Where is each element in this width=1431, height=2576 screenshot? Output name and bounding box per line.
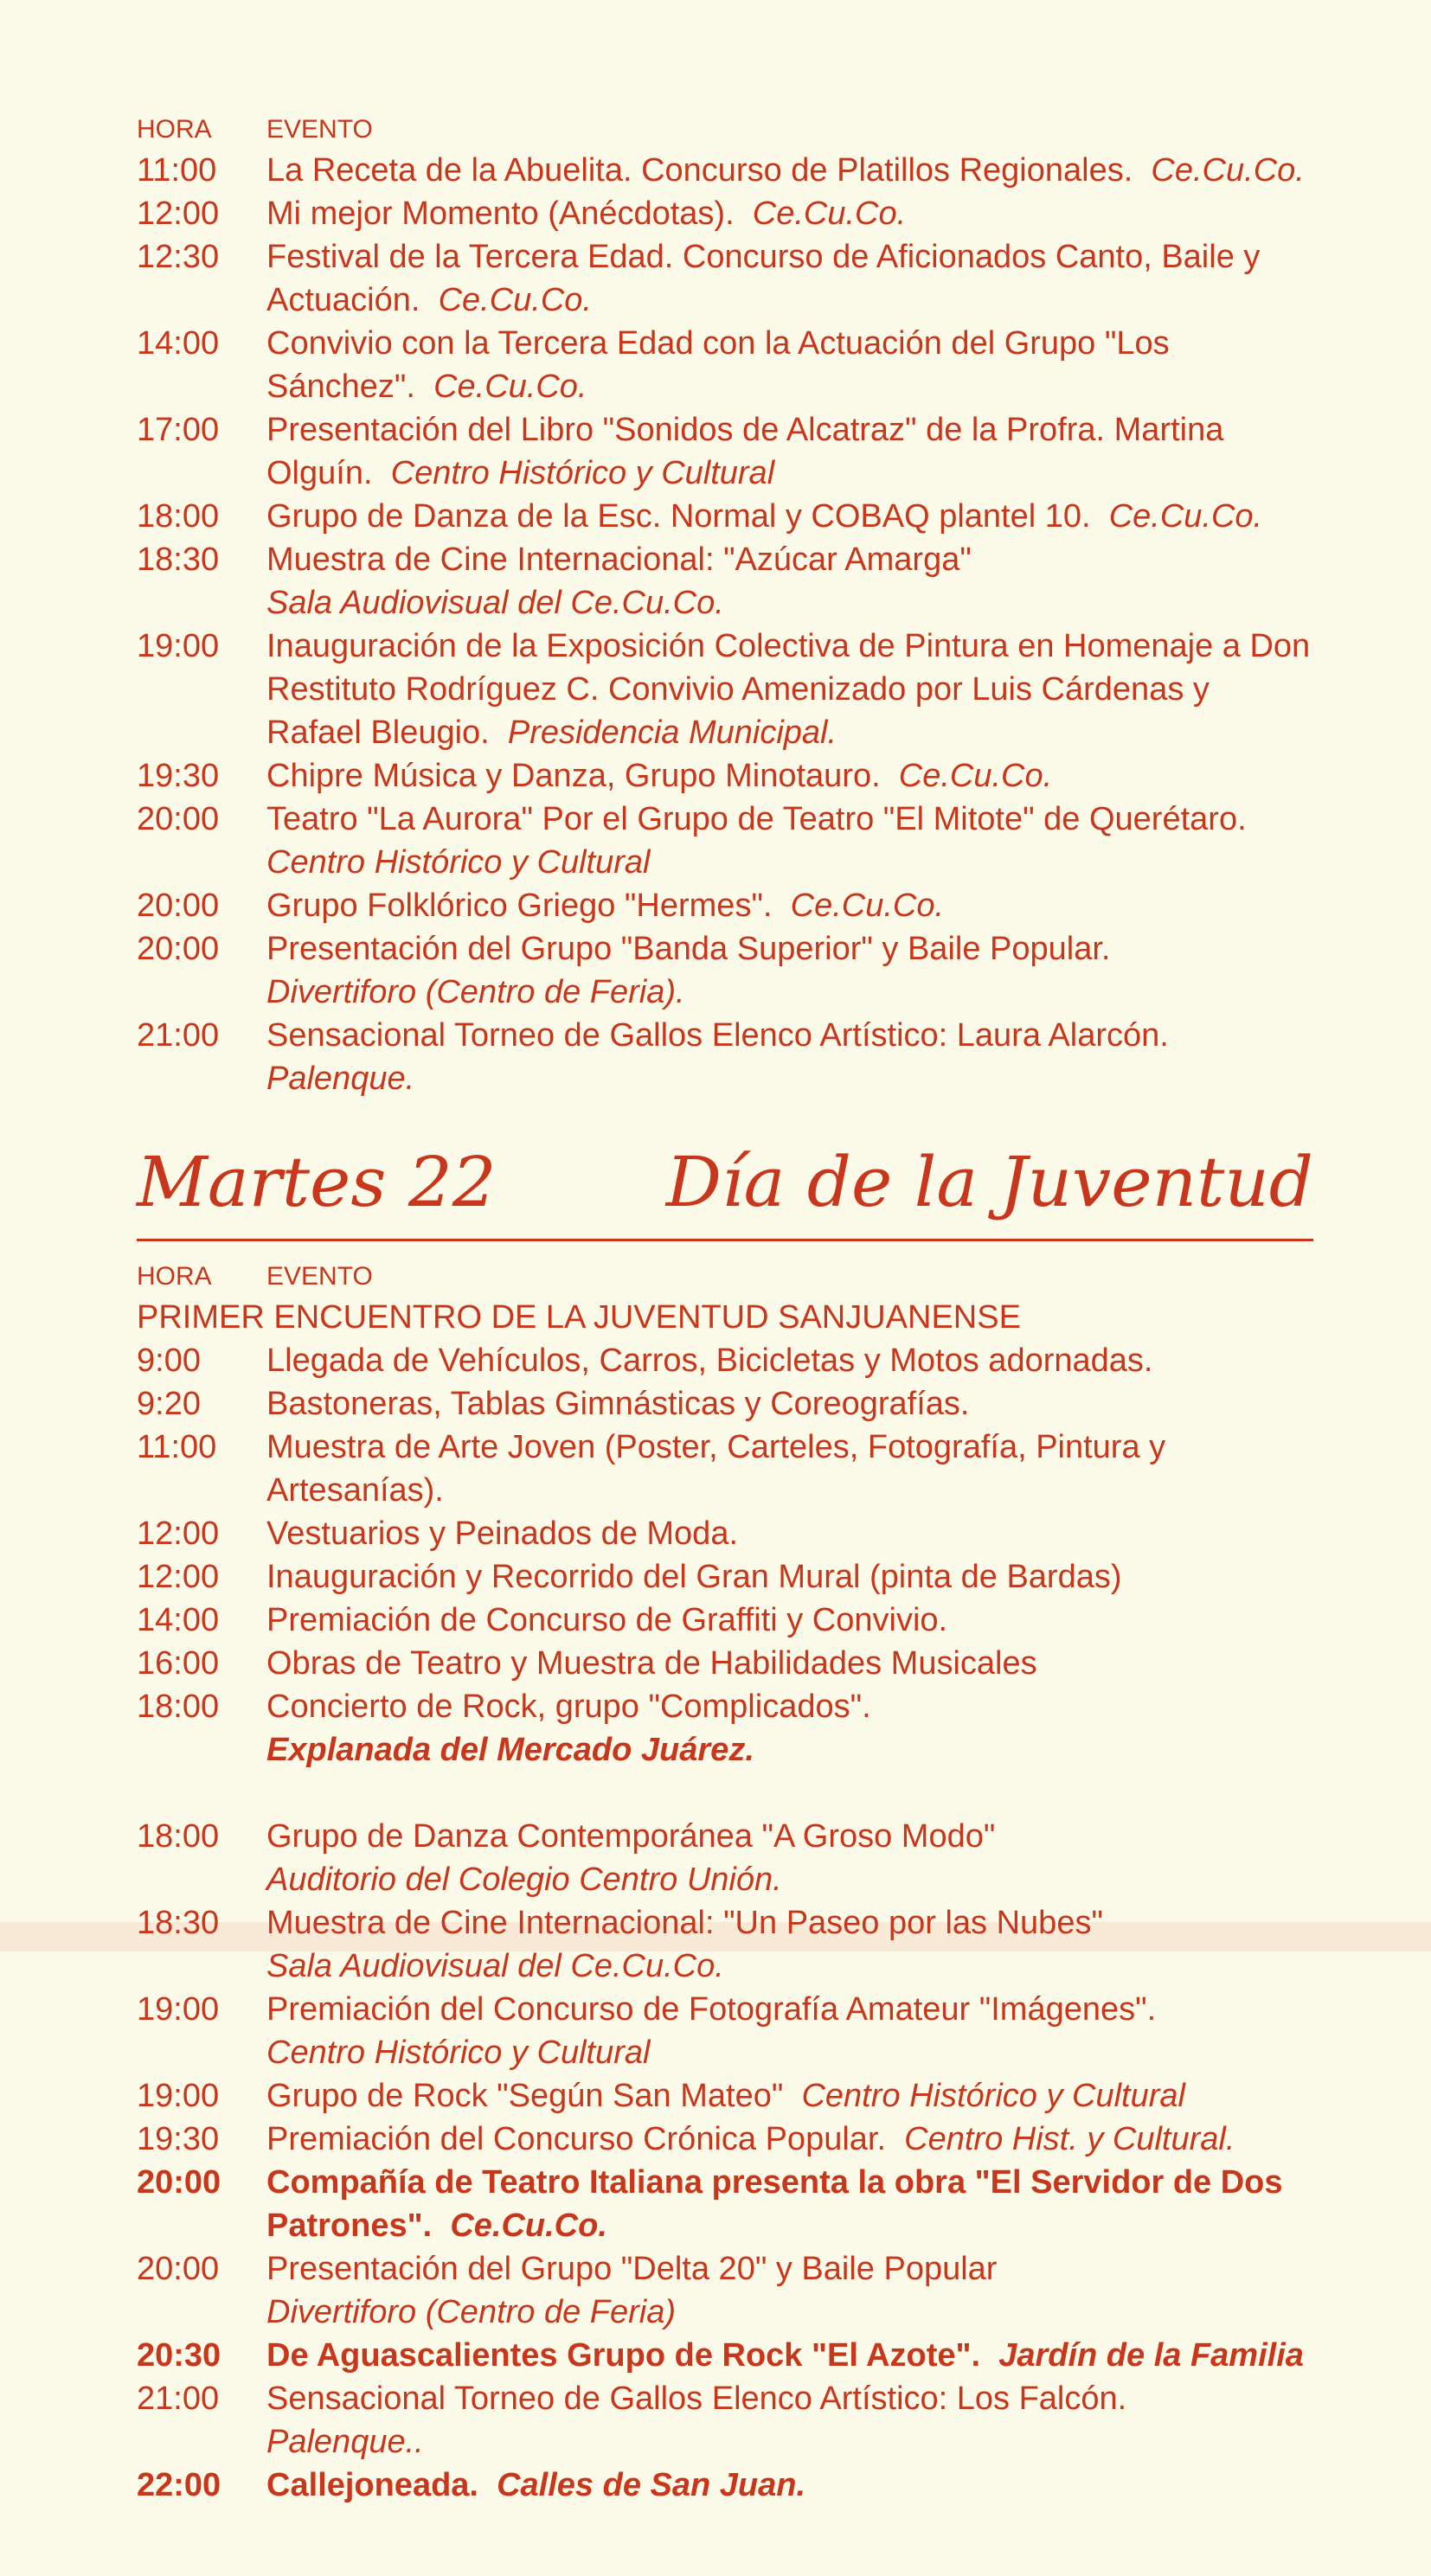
event-description <box>266 1988 1313 2074</box>
event-time: 12:30 <box>137 239 220 275</box>
event-description <box>266 408 1313 495</box>
event-description <box>266 1339 1313 1382</box>
event-text: Grupo de Danza Contemporánea "A Groso Modo" <box>266 1818 996 1855</box>
event-row <box>137 2377 1313 2464</box>
column-header <box>137 1258 1313 1296</box>
event-row <box>137 1988 1313 2074</box>
day-theme: Día de la Juventud <box>665 1142 1313 1222</box>
schedule-top <box>137 111 1313 1100</box>
event-venue: Divertiforo (Centro de Feria). <box>266 974 685 1010</box>
event-description <box>266 2464 1313 2507</box>
event-time: 17:00 <box>137 412 220 448</box>
event-text: Grupo de Danza de la Esc. Normal y COBAQ plantel 10. <box>266 498 1091 535</box>
event-row <box>137 1555 1313 1599</box>
event-description <box>266 754 1313 798</box>
event-row <box>137 149 1313 192</box>
event-time: 20:00 <box>137 888 220 924</box>
event-description <box>266 625 1313 754</box>
event-text: Presentación del Libro "Sonidos de Alcatraz" de la Profra. Martina Olguín. <box>266 412 1224 491</box>
day-label: Martes 22 <box>137 1142 497 1222</box>
event-description <box>266 322 1313 408</box>
event-description <box>266 1901 1313 1988</box>
event-text: Premiación de Concurso de Graffiti y Convivio. <box>266 1602 948 1638</box>
event-list <box>137 1339 1313 2507</box>
event-text: Convivio con la Tercera Edad con la Actuación del Grupo "Los Sánchez". <box>266 325 1170 405</box>
event-time: 14:00 <box>137 325 220 362</box>
event-time: 19:00 <box>137 2078 220 2114</box>
event-row <box>137 754 1313 798</box>
event-row <box>137 1426 1313 1512</box>
event-row <box>137 2074 1313 2118</box>
event-time: 9:20 <box>137 1386 201 1422</box>
event-description <box>266 495 1313 538</box>
event-description <box>266 1815 1313 1901</box>
event-row <box>137 1014 1313 1100</box>
event-text: Teatro "La Aurora" Por el Grupo de Teatro "El Mitote" de Querétaro. <box>266 801 1247 837</box>
event-venue: Ce.Cu.Co. <box>1151 152 1305 189</box>
event-time: 20:00 <box>137 801 220 837</box>
event-description <box>266 2377 1313 2464</box>
event-text: Inauguración de la Exposición Colectiva de Pintura en Homenaje a Don Restituto Rodríguez C. Convivio Amenizado por Luis Cárdenas y Rafael Bleugio. <box>266 628 1311 751</box>
event-text: Llegada de Vehículos, Carros, Bicicletas y Motos adornadas. <box>266 1342 1153 1379</box>
event-row <box>137 2161 1313 2247</box>
event-venue: Presidencia Municipal. <box>507 714 837 751</box>
event-row <box>137 538 1313 625</box>
event-description <box>266 1382 1313 1426</box>
event-description <box>266 1642 1313 1685</box>
event-row <box>137 495 1313 538</box>
event-text: Chipre Música y Danza, Grupo Minotauro. <box>266 758 881 794</box>
event-text: Festival de la Tercera Edad. Concurso de Aficionados Canto, Baile y Actuación. <box>266 239 1261 318</box>
event-row <box>137 798 1313 884</box>
event-time: 19:30 <box>137 2121 220 2157</box>
event-venue: Jardín de la Familia <box>998 2337 1304 2374</box>
event-description <box>266 235 1313 322</box>
event-description <box>266 798 1313 884</box>
day-divider <box>137 1239 1313 1241</box>
event-row <box>137 322 1313 408</box>
event-text: Premiación del Concurso Crónica Popular. <box>266 2121 887 2157</box>
event-text: Compañía de Teatro Italiana presenta la obra "El Servidor de Dos Patrones". <box>266 2164 1283 2244</box>
event-text: Presentación del Grupo "Banda Superior" y Baile Popular. <box>266 931 1111 967</box>
event-time: 20:00 <box>137 931 220 967</box>
event-time: 12:00 <box>137 1515 220 1552</box>
event-venue: Centro Hist. y Cultural. <box>904 2121 1235 2157</box>
event-row <box>137 2464 1313 2507</box>
event-venue: Ce.Cu.Co. <box>1108 498 1263 535</box>
event-time: 19:30 <box>137 758 220 794</box>
event-description <box>266 1426 1313 1512</box>
event-row <box>137 2334 1313 2377</box>
event-time: 12:00 <box>137 1559 220 1595</box>
event-row <box>137 192 1313 235</box>
event-text: Presentación del Grupo "Delta 20" y Baile Popular <box>266 2251 998 2287</box>
event-time: 12:00 <box>137 195 220 232</box>
event-row <box>137 1815 1313 1901</box>
event-text: Vestuarios y Peinados de Moda. <box>266 1515 739 1552</box>
event-text: La Receta de la Abuelita. Concurso de Platillos Regionales. <box>266 152 1133 189</box>
hora-header: HORA <box>137 1262 212 1291</box>
event-time: 18:00 <box>137 1818 220 1855</box>
event-venue: Centro Histórico y Cultural <box>266 2035 651 2071</box>
event-text: Muestra de Cine Internacional: "Azúcar Amarga" <box>266 541 972 578</box>
event-time: 18:00 <box>137 1688 220 1725</box>
event-description <box>266 884 1313 927</box>
event-time: 19:00 <box>137 628 220 664</box>
event-description <box>266 2334 1313 2377</box>
event-row <box>137 2118 1313 2161</box>
event-text: Sensacional Torneo de Gallos Elenco Artístico: Los Falcón. <box>266 2381 1127 2417</box>
event-time: 16:00 <box>137 1645 220 1682</box>
event-venue: Auditorio del Colegio Centro Unión. <box>266 1862 782 1898</box>
event-text: Sensacional Torneo de Gallos Elenco Artístico: Laura Alarcón. <box>266 1017 1169 1054</box>
event-time: 14:00 <box>137 1602 220 1638</box>
event-time: 11:00 <box>137 1429 217 1465</box>
event-time: 20:00 <box>137 2164 221 2201</box>
event-text: Bastoneras, Tablas Gimnásticas y Coreografías. <box>266 1386 970 1422</box>
event-description <box>266 1685 1313 1772</box>
event-description <box>266 1512 1313 1555</box>
event-venue: Centro Histórico y Cultural <box>390 455 775 491</box>
event-row <box>137 1901 1313 1988</box>
event-row <box>137 1339 1313 1382</box>
event-description <box>266 149 1313 192</box>
event-venue: Ce.Cu.Co. <box>433 368 587 405</box>
event-row <box>137 1685 1313 1772</box>
event-description <box>266 2118 1313 2161</box>
event-venue: Sala Audiovisual del Ce.Cu.Co. <box>266 585 724 621</box>
event-subtitle: PRIMER ENCUENTRO DE LA JUVENTUD SANJUANENSE <box>137 1299 1021 1336</box>
evento-header: EVENTO <box>266 1262 373 1291</box>
event-row <box>137 1599 1313 1642</box>
event-list <box>137 149 1313 1100</box>
event-time: 21:00 <box>137 2381 220 2417</box>
event-venue: Ce.Cu.Co. <box>438 282 592 318</box>
day-header <box>137 1142 1313 1256</box>
event-row <box>137 2247 1313 2334</box>
event-venue: Ce.Cu.Co. <box>790 888 945 924</box>
event-description <box>266 1555 1313 1599</box>
event-text: Concierto de Rock, grupo "Complicados". <box>266 1688 871 1725</box>
event-text: De Aguascalientes Grupo de Rock "El Azote". <box>266 2337 981 2374</box>
event-venue: Palenque.. <box>266 2424 424 2460</box>
event-description <box>266 538 1313 625</box>
spacer <box>137 1772 1313 1815</box>
event-time: 22:00 <box>137 2467 221 2503</box>
event-row <box>137 235 1313 322</box>
event-time: 20:00 <box>137 2251 220 2287</box>
event-venue: Calles de San Juan. <box>497 2467 806 2503</box>
event-venue: Ce.Cu.Co. <box>450 2208 607 2244</box>
event-time: 18:30 <box>137 541 220 578</box>
event-time: 11:00 <box>137 152 217 189</box>
event-venue: Divertiforo (Centro de Feria) <box>266 2294 677 2330</box>
event-row <box>137 1512 1313 1555</box>
event-row <box>137 1382 1313 1426</box>
hora-header: HORA <box>137 115 212 144</box>
event-time: 18:00 <box>137 498 220 535</box>
event-description <box>266 927 1313 1014</box>
event-row <box>137 927 1313 1014</box>
event-row <box>137 625 1313 754</box>
event-description <box>266 2247 1313 2334</box>
event-description <box>266 1014 1313 1100</box>
event-venue: Centro Histórico y Cultural <box>266 844 651 881</box>
evento-header: EVENTO <box>266 115 373 144</box>
event-time: 21:00 <box>137 1017 220 1054</box>
event-venue: Sala Audiovisual del Ce.Cu.Co. <box>266 1948 724 1984</box>
column-header <box>137 111 1313 149</box>
event-venue: Explanada del Mercado Juárez. <box>266 1732 754 1768</box>
event-row <box>137 1642 1313 1685</box>
event-text: Grupo Folklórico Griego "Hermes". <box>266 888 773 924</box>
event-text: Muestra de Arte Joven (Poster, Carteles, Fotografía, Pintura y Artesanías). <box>266 1429 1166 1509</box>
event-text: Obras de Teatro y Muestra de Habilidades Musicales <box>266 1645 1037 1682</box>
event-time: 9:00 <box>137 1342 201 1379</box>
event-row <box>137 408 1313 495</box>
event-row <box>137 884 1313 927</box>
event-description <box>266 1599 1313 1642</box>
event-text: Muestra de Cine Internacional: "Un Paseo por las Nubes" <box>266 1905 1103 1941</box>
event-venue: Ce.Cu.Co. <box>898 758 1053 794</box>
event-venue: Ce.Cu.Co. <box>752 195 907 232</box>
schedule-bottom <box>137 1258 1313 2507</box>
event-venue: Palenque. <box>266 1061 415 1097</box>
event-time: 20:30 <box>137 2337 221 2374</box>
event-time: 19:00 <box>137 1991 220 2028</box>
event-text: Inauguración y Recorrido del Gran Mural (pinta de Bardas) <box>266 1559 1122 1595</box>
event-description <box>266 2161 1313 2247</box>
event-time: 18:30 <box>137 1905 220 1941</box>
event-text: Premiación del Concurso de Fotografía Amateur "Imágenes". <box>266 1991 1157 2028</box>
event-description <box>266 192 1313 235</box>
event-text: Grupo de Rock "Según San Mateo" <box>266 2078 784 2114</box>
event-description <box>266 2074 1313 2118</box>
event-venue: Centro Histórico y Cultural <box>801 2078 1185 2114</box>
event-text: Callejoneada. <box>266 2467 478 2503</box>
event-text: Mi mejor Momento (Anécdotas). <box>266 195 735 232</box>
